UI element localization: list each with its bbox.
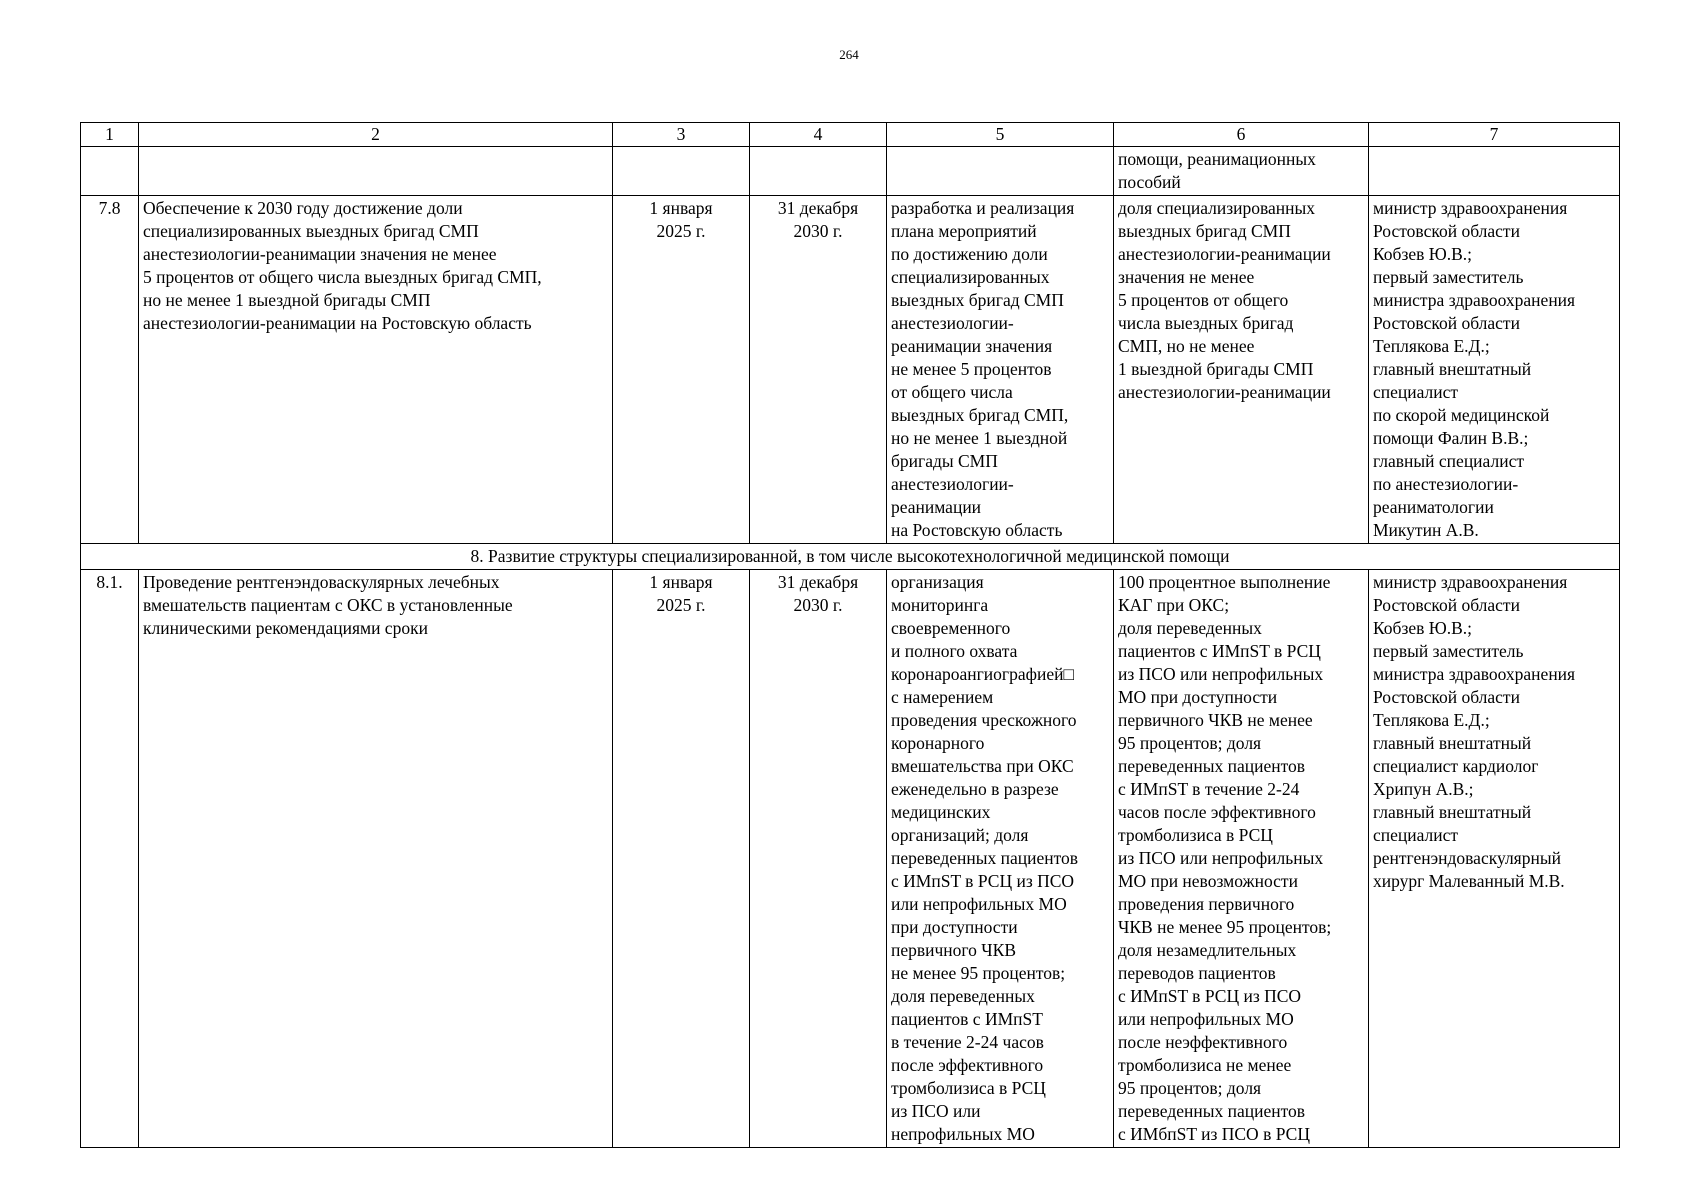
continuation-result-cell <box>887 147 1114 196</box>
continuation-task-cell <box>139 147 613 196</box>
column-number-3: 3 <box>613 123 750 147</box>
column-number-5: 5 <box>887 123 1114 147</box>
start-date-cell: 1 января 2025 г. <box>613 196 750 544</box>
table-row-8-1 <box>81 570 1620 1148</box>
column-number-7: 7 <box>1369 123 1620 147</box>
column-number-6: 6 <box>1114 123 1369 147</box>
action-plan-table <box>80 122 1620 1148</box>
result-cell: организация мониторинга своевременного и полного охвата коронароангиографией□ с намерением проведения чрескожного коронарного вмешательства при ОКС еженедельно в разрезе медицинских организаций; доля переведенных пациентов с ИМпST в РСЦ из ПСО или непрофильных МО при доступности первичного ЧКВ не менее 95 процентов; доля переведенных пациентов с ИМпST в течение 2-24 часов после эффективного тромболизиса в РСЦ из ПСО или непрофильных МО <box>887 570 1114 1148</box>
row-number: 7.8 <box>81 196 139 544</box>
column-number-2: 2 <box>139 123 613 147</box>
column-number-row <box>81 123 1620 147</box>
task-cell: Обеспечение к 2030 году достижение доли специализированных выездных бригад СМП анестезиологии-реанимации значения не менее 5 процентов от общего числа выездных бригад СМП, но не менее 1 выездной бригады СМП анестезиологии-реанимации на Ростовскую область <box>139 196 613 544</box>
section-heading-row <box>81 544 1620 570</box>
continuation-responsible-cell <box>1369 147 1620 196</box>
continuation-end-cell <box>750 147 887 196</box>
start-date-cell: 1 января 2025 г. <box>613 570 750 1148</box>
continuation-indicator-cell: помощи, реанимационных пособий <box>1114 147 1369 196</box>
continuation-start-cell <box>613 147 750 196</box>
indicator-cell: 100 процентное выполнение КАГ при ОКС; доля переведенных пациентов с ИМпST в РСЦ из ПСО или непрофильных МО при доступности первичного ЧКВ не менее 95 процентов; доля переведенных пациентов с ИМпST в течение 2-24 часов после эффективного тромболизиса в РСЦ из ПСО или непрофильных МО при невозможности проведения первичного ЧКВ не менее 95 процентов; доля незамедлительных переводов пациентов с ИМпST в РСЦ из ПСО или непрофильных МО после неэффективного тромболизиса не менее 95 процентов; доля переведенных пациентов с ИМбпST из ПСО в РСЦ <box>1114 570 1369 1148</box>
continuation-row <box>81 147 1620 196</box>
row-number: 8.1. <box>81 570 139 1148</box>
responsible-cell: министр здравоохранения Ростовской области Кобзев Ю.В.; первый заместитель министра здравоохранения Ростовской области Теплякова Е.Д.; главный внештатный специалист по скорой медицинской помощи Фалин В.В.; главный специалист по анестезиологии- реаниматологии Микутин А.В. <box>1369 196 1620 544</box>
column-number-1: 1 <box>81 123 139 147</box>
result-cell: разработка и реализация плана мероприятий по достижению доли специализированных выездных бригад СМП анестезиологии- реанимации значения не менее 5 процентов от общего числа выездных бригад СМП, но не менее 1 выездной бригады СМП анестезиологии- реанимации на Ростовскую область <box>887 196 1114 544</box>
table-row-7-8 <box>81 196 1620 544</box>
end-date-cell: 31 декабря 2030 г. <box>750 570 887 1148</box>
end-date-cell: 31 декабря 2030 г. <box>750 196 887 544</box>
column-number-4: 4 <box>750 123 887 147</box>
continuation-num-cell <box>81 147 139 196</box>
responsible-cell: министр здравоохранения Ростовской области Кобзев Ю.В.; первый заместитель министра здравоохранения Ростовской области Теплякова Е.Д.; главный внештатный специалист кардиолог Хрипун А.В.; главный внештатный специалист рентгенэндоваскулярный хирург Малеванный М.В. <box>1369 570 1620 1148</box>
task-cell: Проведение рентгенэндоваскулярных лечебных вмешательств пациентам с ОКС в установленные клиническими рекомендациями сроки <box>139 570 613 1148</box>
section-8-title: 8. Развитие структуры специализированной, в том числе высокотехнологичной медицинской помощи <box>81 544 1620 570</box>
page-number: 264 <box>839 47 859 62</box>
indicator-cell: доля специализированных выездных бригад СМП анестезиологии-реанимации значения не менее 5 процентов от общего числа выездных бригад СМП, но не менее 1 выездной бригады СМП анестезиологии-реанимации <box>1114 196 1369 544</box>
